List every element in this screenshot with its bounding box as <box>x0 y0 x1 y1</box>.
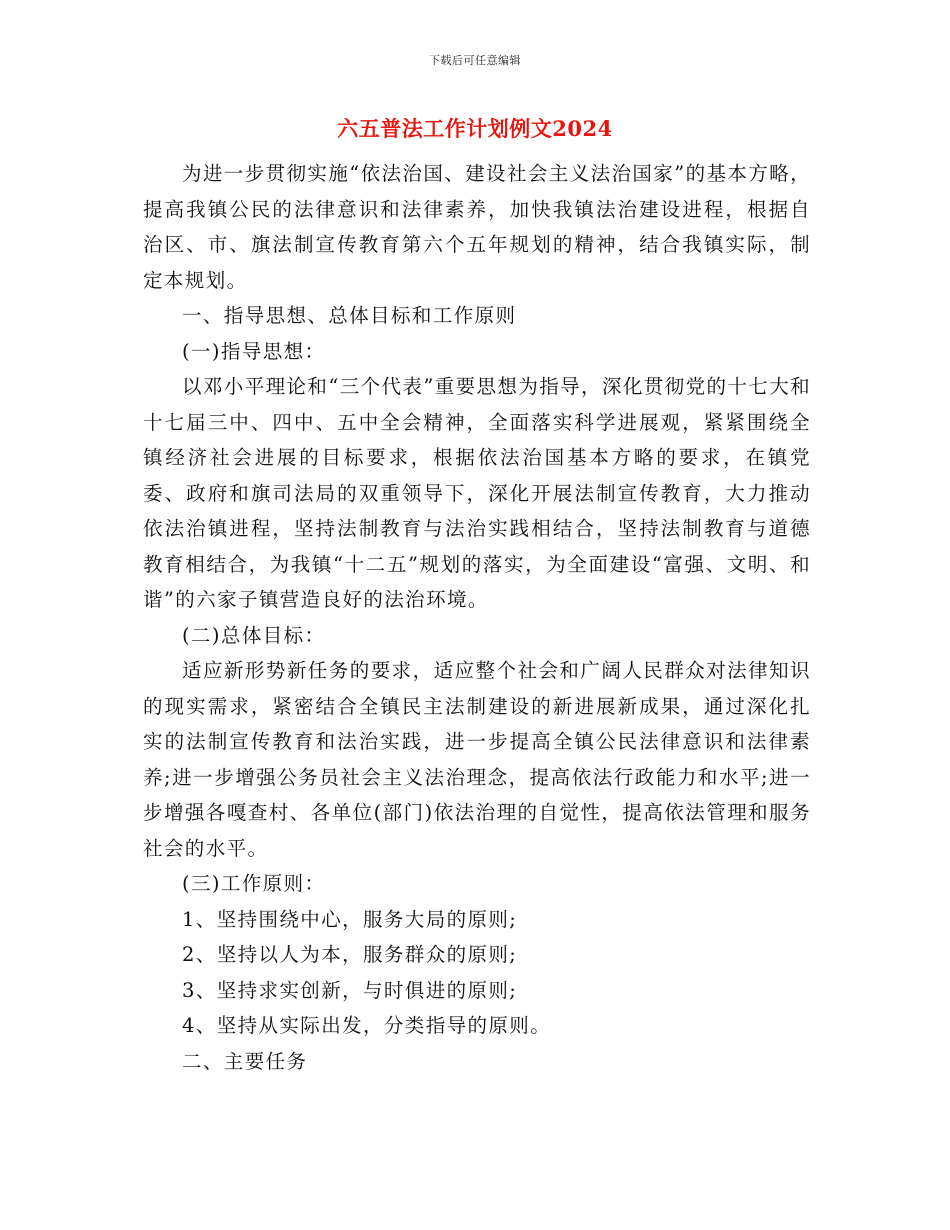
guiding-ideology-paragraph: 以邓小平理论和“三个代表”重要思想为指导，深化贯彻党的十七大和十七届三中、四中、五中全会精神，全面落实科学进展观，紧紧围绕全镇经济社会进展的目标要求，根据依法治国基本方略的要求，在镇党委、政府和旗司法局的双重领导下，深化开展法制宣传教育，大力推动依法治镇进程，坚持法制教育与法治实践相结合，坚持法制教育与道德教育相结合，为我镇“十二五”规划的落实，为全面建设“富强、文明、和谐”的六家子镇营造良好的法治环境。 <box>143 375 811 611</box>
intro-paragraph: 为进一步贯彻实施“依法治国、建设社会主义法治国家”的基本方略，提高我镇公民的法律意识和法律素养，加快我镇法治建设进程，根据自治区、市、旗法制宣传教育第六个五年规划的精神，结合我镇实际，制定本规划。 <box>143 162 811 292</box>
subsection-heading-work-principles: (三)工作原则： <box>182 872 326 895</box>
document-title: 六五普法工作计划例文2024 <box>337 116 613 141</box>
section-heading-2: 二、主要任务 <box>182 1049 308 1073</box>
subsection-heading-overall-goal: (二)总体目标： <box>182 623 326 647</box>
overall-goal-paragraph: 适应新形势新任务的要求，适应整个社会和广阔人民群众对法律知识的现实需求，紧密结合全镇民主法制建设的新进展新成果，通过深化扎实的法制宣传教育和法治实践，进一步提高全镇公民法律意识和法律素养;进一步增强公务员社会主义法治理念，提高依法行政能力和水平;进一步增强各嘎查村、各单位(部门)依法治理的自觉性，提高依法管理和服务社会的水平。 <box>143 659 811 860</box>
principle-item-4: 4、坚持从实际出发，分类指导的原则。 <box>182 1014 552 1037</box>
subsection-heading-guiding-ideology: (一)指导思想： <box>182 339 326 363</box>
section-heading-1: 一、指导思想、总体目标和工作原则 <box>182 304 517 327</box>
principle-item-2: 2、坚持以人为本，服务群众的原则; <box>182 943 518 966</box>
document-body <box>143 156 811 1079</box>
header-note: 下载后可任意编辑 <box>429 54 521 67</box>
principle-item-1: 1、坚持围绕中心，服务大局的原则; <box>182 907 518 931</box>
principle-item-3: 3、坚持求实创新，与时俱进的原则; <box>182 978 518 1002</box>
